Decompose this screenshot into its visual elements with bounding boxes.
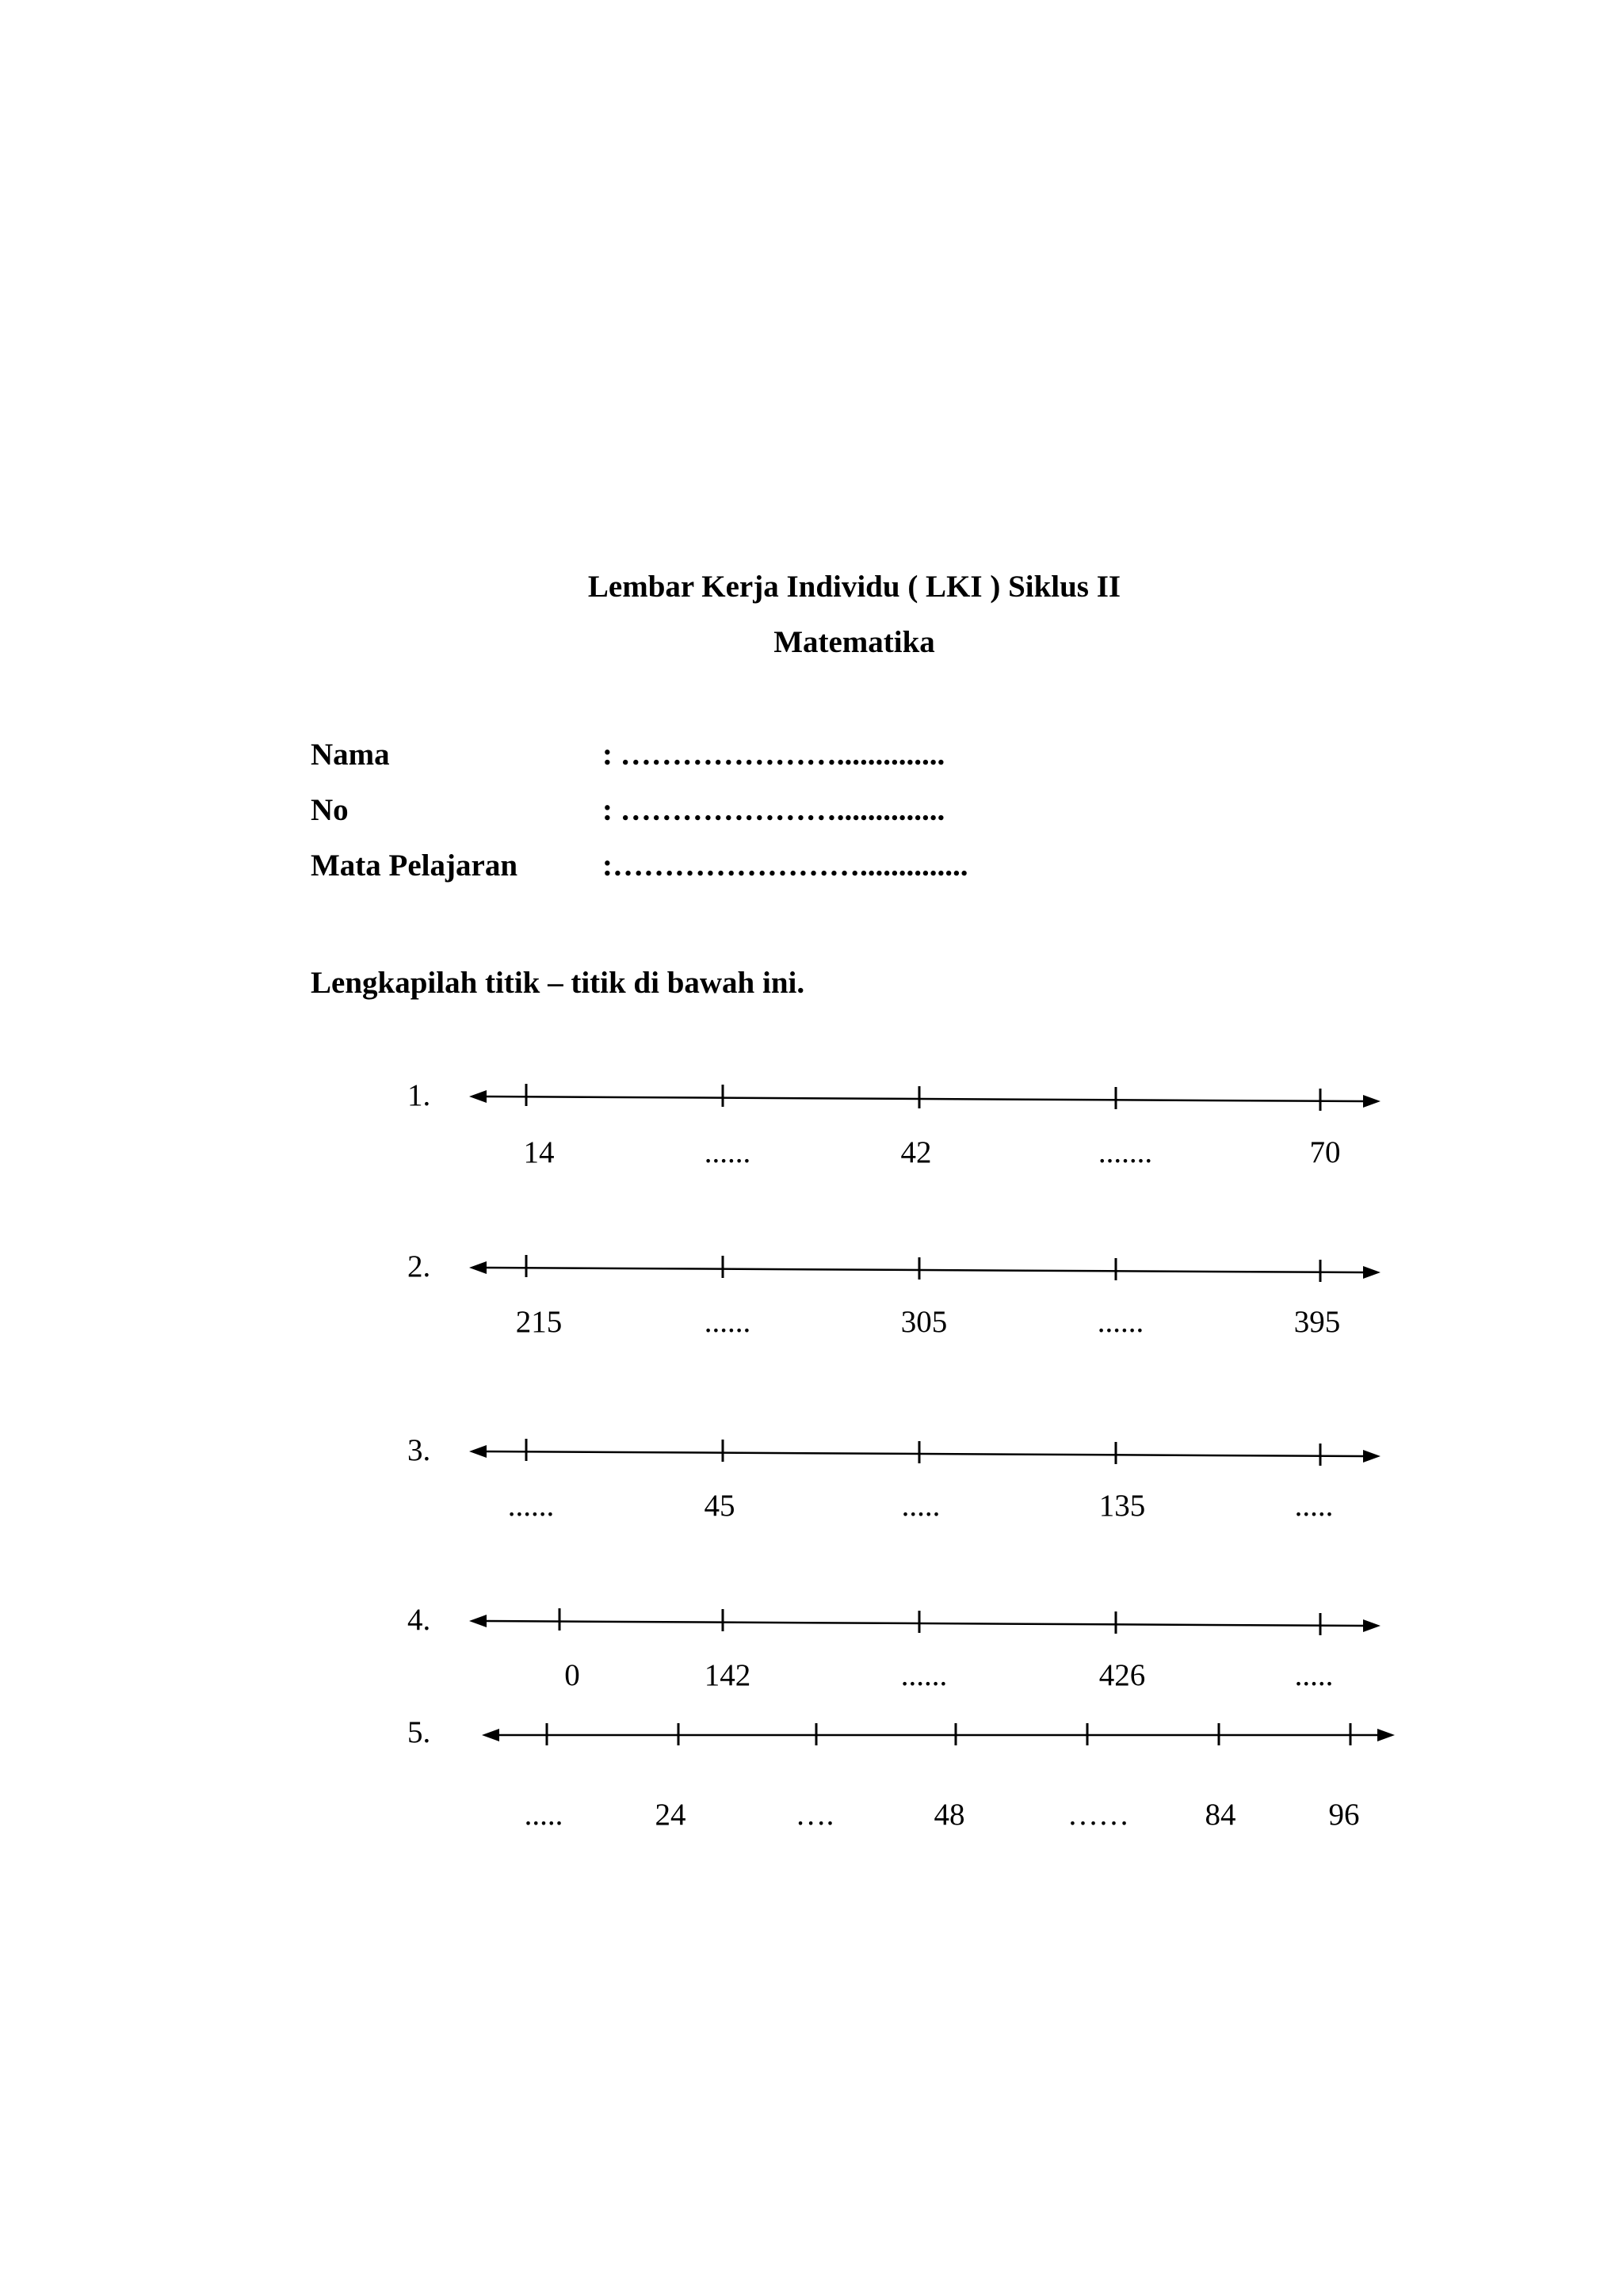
right-arrow-icon [1363, 1450, 1381, 1463]
problem-number-4: 4. [407, 1603, 431, 1637]
right-arrow-icon [1377, 1729, 1395, 1741]
tick-label: 48 [934, 1798, 965, 1832]
blank-answer: ...... [704, 1305, 751, 1339]
number-label: No [311, 793, 349, 827]
number-line-axis [483, 1097, 1363, 1101]
subject-field: :…………………….............. [602, 849, 968, 883]
tick-label: 84 [1205, 1798, 1236, 1832]
tick-label: 45 [704, 1489, 735, 1523]
blank-answer: ...... [1097, 1305, 1144, 1339]
instruction-text: Lengkapilah titik – titik di bawah ini. [311, 966, 805, 1000]
number-line-axis [483, 1621, 1363, 1626]
tick-label: 70 [1309, 1135, 1341, 1169]
blank-answer: ...... [900, 1658, 948, 1692]
right-arrow-icon [1363, 1266, 1381, 1279]
tick-label: 395 [1293, 1305, 1341, 1339]
blank-answer: ..... [524, 1798, 563, 1832]
tick-label: 215 [515, 1305, 563, 1339]
tick-label: 96 [1328, 1798, 1360, 1832]
problem-number-3: 3. [407, 1433, 431, 1467]
number-field: : ………………….............. [602, 793, 945, 827]
right-arrow-icon [1363, 1095, 1381, 1108]
tick-label: 0 [564, 1658, 580, 1692]
name-field: : ………………….............. [602, 738, 945, 772]
blank-answer: ...... [704, 1135, 751, 1169]
number-line-2 [469, 1255, 1381, 1282]
tick-label: 305 [900, 1305, 948, 1339]
right-arrow-icon [1363, 1619, 1381, 1632]
blank-answer: …. [795, 1798, 834, 1832]
tick-label: 426 [1098, 1658, 1146, 1692]
subject-title: Matematika [773, 625, 935, 659]
blank-answer: ...... [507, 1489, 555, 1523]
tick-label: 42 [900, 1135, 932, 1169]
number-line-3 [469, 1439, 1381, 1466]
problem-number-2: 2. [407, 1249, 431, 1283]
subject-label: Mata Pelajaran [311, 849, 518, 883]
tick-label: 24 [655, 1798, 686, 1832]
problem-number-5: 5. [407, 1715, 431, 1749]
blank-answer: ..... [1294, 1489, 1334, 1523]
blank-answer: ....... [1098, 1135, 1153, 1169]
tick-label: 135 [1098, 1489, 1146, 1523]
tick-label: 142 [704, 1658, 751, 1692]
tick-label: 14 [523, 1135, 555, 1169]
blank-answer: ..... [1294, 1658, 1334, 1692]
name-label: Nama [311, 738, 390, 772]
number-line-1 [469, 1084, 1381, 1111]
number-line-axis [483, 1268, 1363, 1272]
problem-number-1: 1. [407, 1078, 431, 1112]
blank-answer: …… [1067, 1798, 1129, 1832]
number-line-4 [469, 1608, 1381, 1635]
number-line-5 [482, 1723, 1395, 1745]
worksheet-title: Lembar Kerja Individu ( LKI ) Siklus II [587, 570, 1121, 604]
number-line-axis [483, 1451, 1363, 1456]
blank-answer: ..... [901, 1489, 941, 1523]
